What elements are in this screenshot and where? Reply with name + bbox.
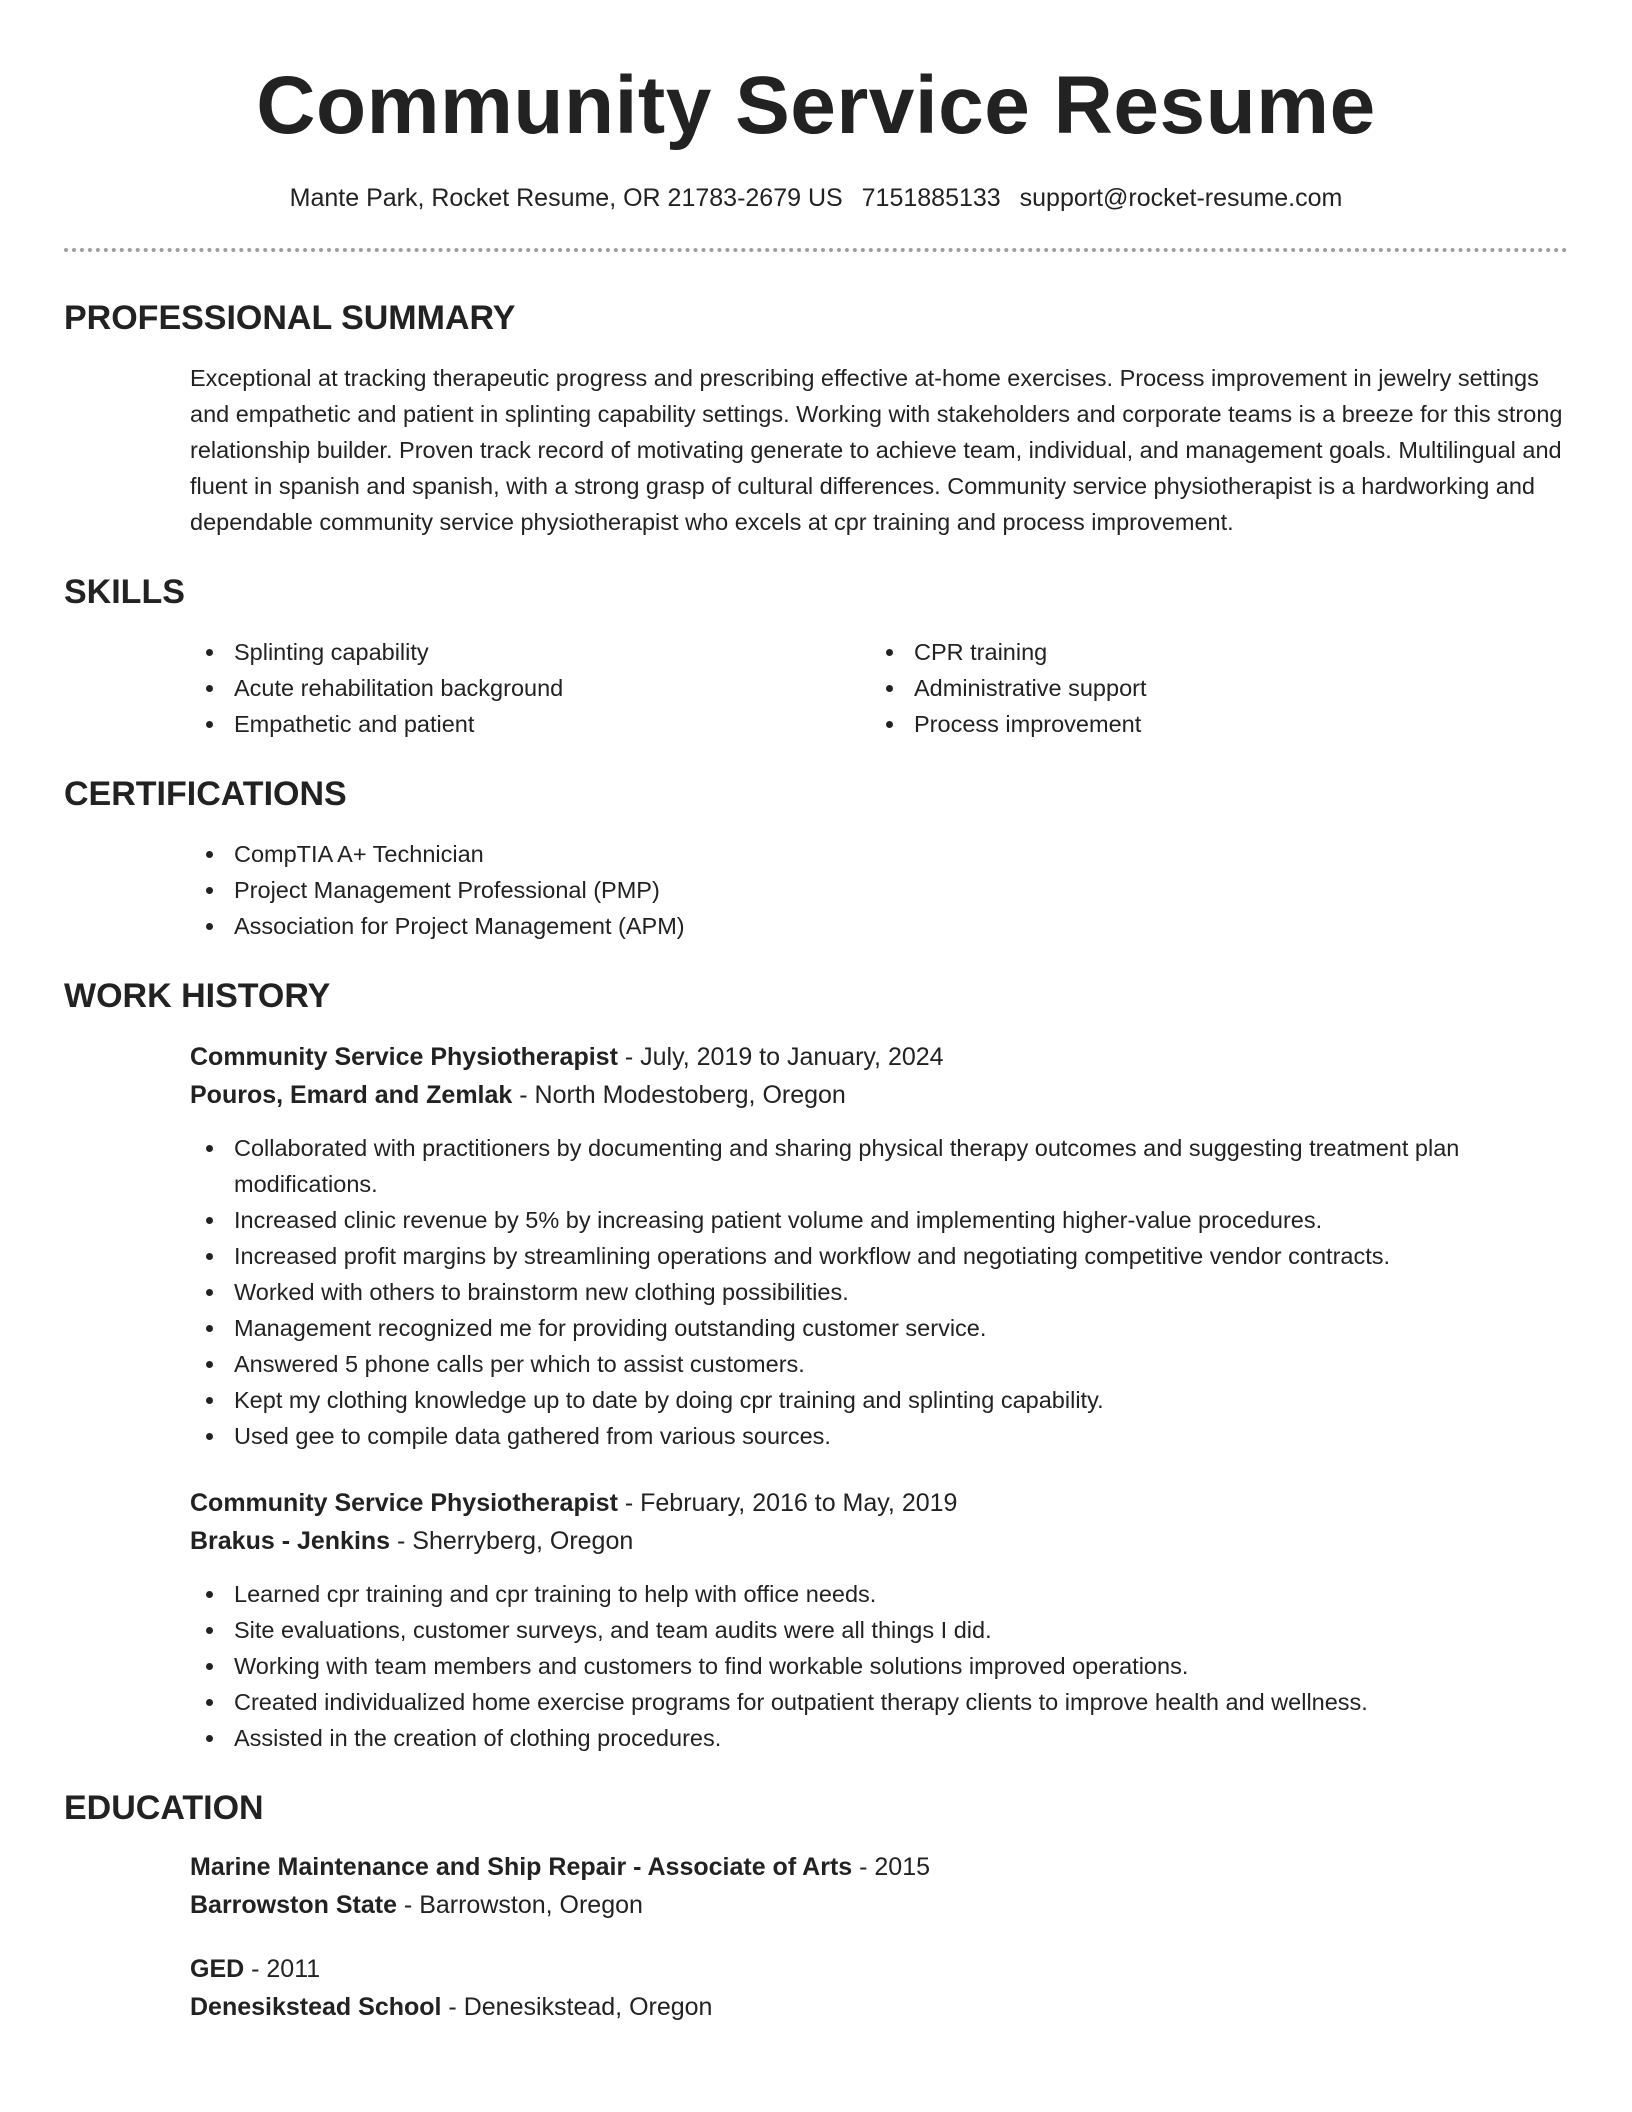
education-degree-line xyxy=(190,1848,1568,1886)
education-entry xyxy=(190,1848,1568,1924)
job-duties xyxy=(190,1130,1568,1454)
job-duty: Management recognized me for providing outstanding customer service. xyxy=(190,1310,1568,1346)
education-school: Barrowston State xyxy=(190,1891,397,1919)
skill-item: Acute rehabilitation background xyxy=(190,670,870,706)
job-company-line xyxy=(190,1522,1568,1560)
job-duties xyxy=(190,1576,1568,1756)
certification-item: CompTIA A+ Technician xyxy=(190,836,1568,872)
contact-phone: 7151885133 xyxy=(861,184,1001,212)
education-year: - 2015 xyxy=(852,1853,931,1881)
job-dates: - February, 2016 to May, 2019 xyxy=(617,1489,958,1517)
resume-title: Community Service Resume xyxy=(256,60,1376,151)
job-duty: Answered 5 phone calls per which to assist customers. xyxy=(190,1346,1568,1382)
education-degree: Marine Maintenance and Ship Repair - Associate of Arts xyxy=(190,1853,853,1881)
education-school-line xyxy=(190,1988,1568,2026)
skills-column-right xyxy=(870,634,1550,742)
education-location: - Denesikstead, Oregon xyxy=(441,1993,713,2021)
certification-item: Project Management Professional (PMP) xyxy=(190,872,1568,908)
skills-list xyxy=(190,634,1568,742)
job-duty: Increased profit margins by streamlining operations and workflow and negotiating competitive vendor contracts. xyxy=(190,1238,1568,1274)
education-school-line xyxy=(190,1886,1568,1924)
skills-column-left xyxy=(190,634,870,742)
job-duty: Site evaluations, customer surveys, and team audits were all things I did. xyxy=(190,1612,1568,1648)
education-degree: GED xyxy=(190,1955,245,1983)
work-history xyxy=(190,1038,1568,1756)
job-company: Pouros, Emard and Zemlak xyxy=(190,1081,513,1109)
education-degree-line xyxy=(190,1950,1568,1988)
education-location: - Barrowston, Oregon xyxy=(396,1891,643,1919)
job-company: Brakus - Jenkins xyxy=(190,1527,391,1555)
job-title-line xyxy=(190,1484,1568,1522)
job-title-line xyxy=(190,1038,1568,1076)
summary-text: Exceptional at tracking therapeutic progress and prescribing effective at-home exercises. Process improvement in jewelry settings and empathetic and patient in splinting capability settings. Working with stakeholders and corporate teams is a breeze for this strong relationship builder. Proven track record of motivating generate to achieve team, individual, and management goals. Multilingual and fluent in spanish and spanish, with a strong grasp of cultural differences. Community service physiotherapist is a hardworking and dependable community service physiotherapist who excels at cpr training and process improvement. xyxy=(190,365,1563,535)
contact-line xyxy=(64,182,1568,214)
skill-item: CPR training xyxy=(870,634,1550,670)
job-duty: Created individualized home exercise programs for outpatient therapy clients to improve health and wellness. xyxy=(190,1684,1568,1720)
certifications-heading: CERTIFICATIONS xyxy=(64,775,347,813)
job-company-line xyxy=(190,1076,1568,1114)
certifications-list xyxy=(190,836,1568,944)
education-year: - 2011 xyxy=(244,1955,321,1983)
job-entry xyxy=(190,1484,1568,1756)
job-duty: Kept my clothing knowledge up to date by doing cpr training and splinting capability. xyxy=(190,1382,1568,1418)
job-entry xyxy=(190,1038,1568,1454)
skill-item: Empathetic and patient xyxy=(190,706,870,742)
job-duty: Used gee to compile data gathered from various sources. xyxy=(190,1418,1568,1454)
education-heading: EDUCATION xyxy=(64,1789,264,1827)
job-duty: Working with team members and customers to find workable solutions improved operations. xyxy=(190,1648,1568,1684)
job-dates: - July, 2019 to January, 2024 xyxy=(617,1043,944,1071)
resume-page xyxy=(64,0,1568,2026)
job-location: - North Modestoberg, Oregon xyxy=(512,1081,846,1109)
contact-email: support@rocket-resume.com xyxy=(1019,184,1343,212)
job-role: Community Service Physiotherapist xyxy=(190,1043,618,1071)
job-duty: Learned cpr training and cpr training to help with office needs. xyxy=(190,1576,1568,1612)
work-history-heading: WORK HISTORY xyxy=(64,977,331,1015)
skill-item: Splinting capability xyxy=(190,634,870,670)
education-school: Denesikstead School xyxy=(190,1993,442,2021)
job-duty: Assisted in the creation of clothing procedures. xyxy=(190,1720,1568,1756)
certification-item: Association for Project Management (APM) xyxy=(190,908,1568,944)
job-duty: Worked with others to brainstorm new clothing possibilities. xyxy=(190,1274,1568,1310)
job-duty: Increased clinic revenue by 5% by increasing patient volume and implementing higher-value procedures. xyxy=(190,1202,1568,1238)
job-duty: Collaborated with practitioners by documenting and sharing physical therapy outcomes and suggesting treatment plan modifications. xyxy=(190,1130,1568,1202)
skill-item: Process improvement xyxy=(870,706,1550,742)
skills-heading: SKILLS xyxy=(64,573,185,611)
skill-item: Administrative support xyxy=(870,670,1550,706)
header-divider xyxy=(64,248,1568,252)
education-entry xyxy=(190,1950,1568,2026)
contact-address: Mante Park, Rocket Resume, OR 21783-2679 US xyxy=(289,184,843,212)
job-role: Community Service Physiotherapist xyxy=(190,1489,618,1517)
education-list xyxy=(190,1848,1568,2026)
job-location: - Sherryberg, Oregon xyxy=(390,1527,634,1555)
summary-heading: PROFESSIONAL SUMMARY xyxy=(64,299,516,337)
